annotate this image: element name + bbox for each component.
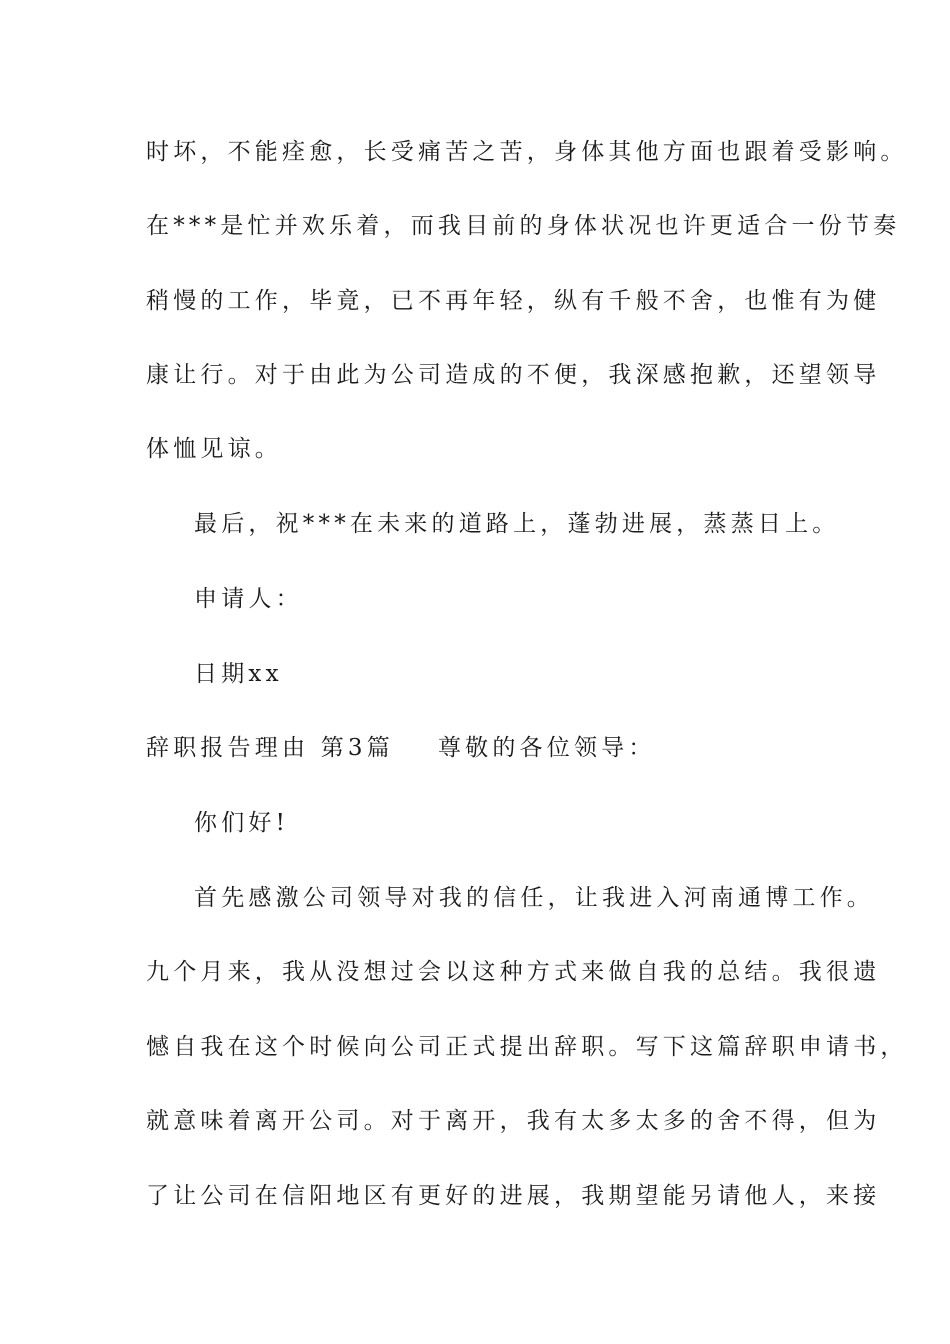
paragraph-line: 时坏，不能痊愈，长受痛苦之苦，身体其他方面也跟着受影响。 <box>146 139 908 165</box>
salutation: 尊敬的各位领导： <box>437 735 656 761</box>
paragraph-line: 憾自我在这个时候向公司正式提出辞职。写下这篇辞职申请书， <box>146 1034 908 1060</box>
paragraph-line: 九个月来，我从没想过会以这种方式来做自我的总结。我很遗 <box>146 959 881 985</box>
paragraph-line: 在***是忙并欢乐着，而我目前的身体状况也许更适合一份节奏 <box>146 213 901 239</box>
section-heading-line <box>146 733 656 763</box>
paragraph-line: 了让公司在信阳地区有更好的进展，我期望能另请他人，来接 <box>146 1183 881 1209</box>
closing-wish: 最后，祝***在未来的道路上，蓬勃进展，蒸蒸日上。 <box>194 511 840 537</box>
paragraph-line: 体恤见谅。 <box>146 436 282 462</box>
paragraph-line: 首先感激公司领导对我的信任，让我进入河南通博工作。 <box>194 885 874 911</box>
paragraph-line: 稍慢的工作，毕竟，已不再年轻，纵有千般不舍，也惟有为健 <box>146 288 881 314</box>
date-label: 日期xx <box>194 661 283 687</box>
paragraph-line: 康让行。对于由此为公司造成的不便，我深感抱歉，还望领导 <box>146 362 881 388</box>
greeting: 你们好! <box>194 810 290 836</box>
paragraph-line: 就意味着离开公司。对于离开，我有太多太多的舍不得，但为 <box>146 1108 881 1134</box>
applicant-label: 申请人： <box>194 586 303 612</box>
section-heading: 辞职报告理由 第3篇 <box>146 735 394 761</box>
